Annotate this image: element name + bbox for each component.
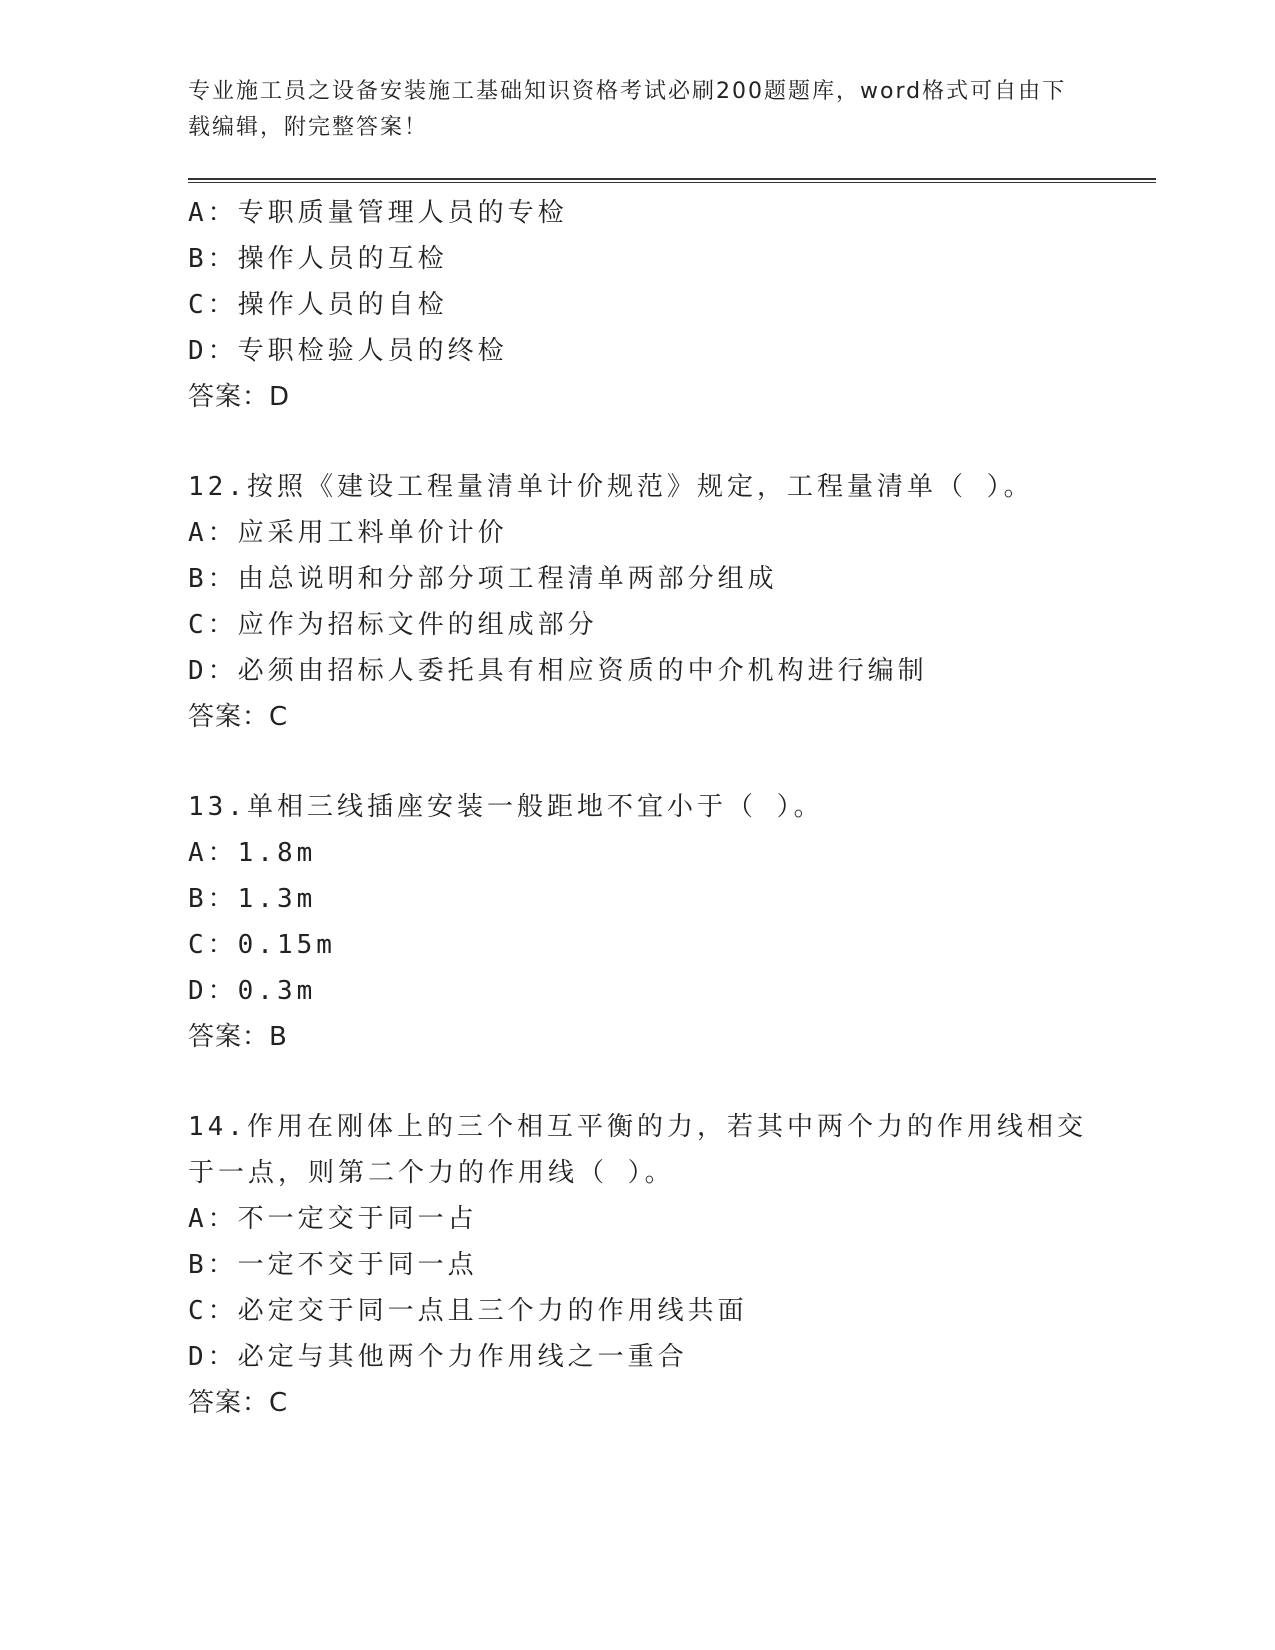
document-header: 专业施工员之设备安装施工基础知识资格考试必刷200题题库，word格式可自由下载编辑，附完整答案！ (188, 79, 1067, 140)
answer-line: 答案：C (188, 702, 289, 732)
option-a: A：专职质量管理人员的专检 (188, 198, 568, 228)
option-c: C：应作为招标文件的组成部分 (188, 610, 598, 640)
option-b: B：1.3m (188, 884, 317, 914)
question-block-12 (188, 464, 1108, 740)
answer-line: 答案：D (188, 382, 291, 412)
header-rule-thin (188, 182, 1156, 183)
option-a: A：1.8m (188, 838, 317, 868)
question-spacer (188, 1060, 1108, 1104)
question-text: 13.单相三线插座安装一般距地不宜小于（ ）。 (188, 792, 824, 822)
question-block-14 (188, 1104, 1108, 1426)
question-spacer (188, 740, 1108, 784)
option-d: D：必定与其他两个力作用线之一重合 (188, 1342, 688, 1372)
question-spacer (188, 420, 1108, 464)
option-d: D：必须由招标人委托具有相应资质的中介机构进行编制 (188, 656, 928, 686)
option-a: A：应采用工料单价计价 (188, 518, 508, 548)
answer-line: 答案：C (188, 1388, 289, 1418)
option-d: D：0.3m (188, 976, 317, 1006)
option-c: C：必定交于同一点且三个力的作用线共面 (188, 1296, 748, 1326)
header-rule-thick (188, 178, 1156, 180)
question-text: 12.按照《建设工程量清单计价规范》规定，工程量清单（ ）。 (188, 472, 1034, 502)
option-b: B：操作人员的互检 (188, 244, 448, 274)
option-c: C：0.15m (188, 930, 336, 960)
option-a: A：不一定交于同一占 (188, 1204, 478, 1234)
question-text: 14.作用在刚体上的三个相互平衡的力，若其中两个力的作用线相交于一点，则第二个力的作用线（ ）。 (188, 1112, 1087, 1188)
answer-line: 答案：B (188, 1022, 288, 1052)
question-list (188, 190, 1108, 1426)
option-b: B：一定不交于同一点 (188, 1250, 478, 1280)
option-c: C：操作人员的自检 (188, 290, 448, 320)
question-block-13 (188, 784, 1108, 1060)
question-block-11 (188, 190, 1108, 420)
option-d: D：专职检验人员的终检 (188, 336, 508, 366)
option-b: B：由总说明和分部分项工程清单两部分组成 (188, 564, 778, 594)
